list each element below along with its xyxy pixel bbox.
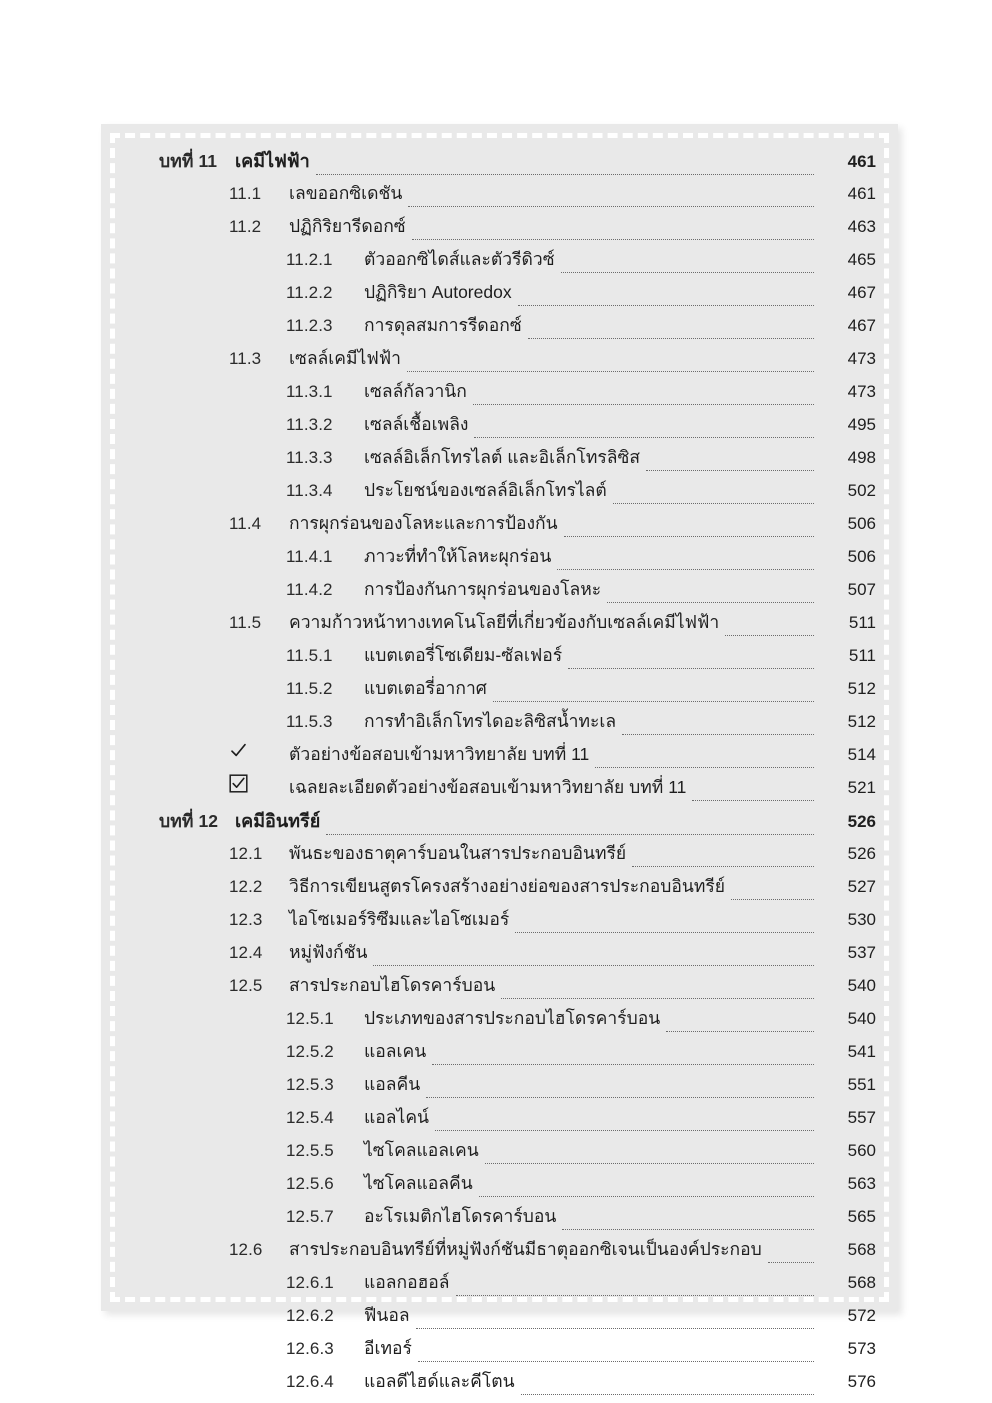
toc-entry-number: 11.2.1 <box>286 250 333 269</box>
toc-entry-title: วิธีการเขียนสูตรโครงสร้างอย่างย่อของสารประกอบอินทรีย์ <box>289 876 726 896</box>
toc-entry-page-number: 540 <box>847 1009 876 1028</box>
toc-entry-page-number: 563 <box>847 1174 876 1193</box>
toc-entry-title: ไซโคลแอลคีน <box>364 1173 473 1193</box>
toc-entry-page-number: 463 <box>847 217 876 236</box>
dot-leader <box>568 668 814 669</box>
toc-entry-title: เซลล์เคมีไฟฟ้า <box>289 348 401 368</box>
toc-entry-page-number: 498 <box>847 448 876 467</box>
toc-entry-number: 11.4 <box>229 514 262 533</box>
toc-entry-title: ไอโซเมอร์ริซึมและไอโซเมอร์ <box>289 909 510 929</box>
dot-leader <box>622 734 814 735</box>
toc-row[interactable] <box>123 575 876 608</box>
toc-entry-page-number: 540 <box>847 976 876 995</box>
toc-entry-title: หมู่ฟังก์ชัน <box>289 942 368 962</box>
toc-entry-number: 12.5.7 <box>286 1207 334 1226</box>
toc-row[interactable] <box>123 971 876 1004</box>
dot-leader <box>435 1130 814 1131</box>
toc-list <box>123 146 876 1391</box>
toc-entry-title: ประเภทของสารประกอบไฮโดรคาร์บอน <box>364 1008 661 1028</box>
toc-entry-number: 12.5.5 <box>286 1141 334 1160</box>
dot-leader <box>557 569 814 570</box>
dot-leader <box>528 338 814 339</box>
toc-entry-number: 11.5.1 <box>286 646 333 665</box>
dot-leader <box>731 899 814 900</box>
toc-entry-number: 12.6.3 <box>286 1339 334 1358</box>
toc-entry-page-number: 573 <box>847 1339 876 1358</box>
toc-entry-title: อะโรเมติกไฮโดรคาร์บอน <box>364 1206 557 1226</box>
toc-entry-page-number: 467 <box>847 316 876 335</box>
toc-entry-number: 12.6.1 <box>286 1273 334 1292</box>
dot-leader <box>725 635 814 636</box>
toc-entry-page-number: 537 <box>847 943 876 962</box>
toc-row[interactable] <box>123 707 876 740</box>
toc-entry-number: 12.5 <box>229 976 263 995</box>
toc-entry-title: แบตเตอรี่อากาศ <box>364 678 487 698</box>
toc-row[interactable] <box>123 674 876 707</box>
toc-row[interactable] <box>123 344 876 377</box>
dot-leader <box>373 965 814 966</box>
toc-entry-page-number: 506 <box>847 547 876 566</box>
toc-row[interactable] <box>123 212 876 245</box>
toc-row[interactable] <box>123 410 876 443</box>
toc-entry-number: 12.6.2 <box>286 1306 334 1325</box>
dot-leader <box>426 1097 814 1098</box>
toc-row[interactable] <box>123 443 876 476</box>
toc-entry-page-number: 526 <box>847 812 876 831</box>
toc-entry-page-number: 565 <box>847 1207 876 1226</box>
toc-row[interactable] <box>123 1367 876 1400</box>
toc-entry-number: 12.6.4 <box>286 1372 334 1391</box>
check-icon <box>229 741 248 760</box>
dot-leader <box>564 536 814 537</box>
toc-row[interactable] <box>123 773 876 806</box>
toc-row[interactable] <box>123 1334 876 1367</box>
toc-entry-number: บทที่ 12 <box>159 811 219 831</box>
toc-entry-title: ภาวะที่ทำให้โลหะผุกร่อน <box>364 546 552 566</box>
toc-entry-title: อีเทอร์ <box>364 1338 412 1358</box>
dot-leader <box>326 834 814 835</box>
dot-leader <box>607 602 814 603</box>
toc-entry-page-number: 568 <box>847 1273 876 1292</box>
toc-entry-title: ตัวออกซิไดส์และตัวรีดิวซ์ <box>364 249 555 269</box>
boxed-check-icon <box>229 774 248 793</box>
dot-leader <box>646 470 814 471</box>
toc-entry-number: 12.3 <box>229 910 263 929</box>
toc-entry-title: ประโยชน์ของเซลล์อิเล็กโทรไลต์ <box>364 480 607 500</box>
dot-leader <box>474 437 814 438</box>
toc-row[interactable] <box>123 245 876 278</box>
toc-entry-page-number: 527 <box>847 877 876 896</box>
toc-row[interactable] <box>123 1268 876 1301</box>
dot-leader <box>501 998 814 999</box>
toc-row[interactable] <box>123 476 876 509</box>
toc-row[interactable] <box>123 1004 876 1037</box>
dot-leader <box>456 1295 814 1296</box>
dot-leader <box>595 767 814 768</box>
toc-entry-title: ไซโคลแอลเคน <box>364 1140 479 1160</box>
toc-entry-number: 11.3.4 <box>286 481 333 500</box>
toc-row[interactable] <box>123 278 876 311</box>
toc-row[interactable] <box>123 740 876 773</box>
toc-entry-title: การผุกร่อนของโลหะและการป้องกัน <box>289 513 558 533</box>
toc-row[interactable] <box>123 1103 876 1136</box>
toc-entry-page-number: 473 <box>847 349 876 368</box>
toc-entry-title: การทำอิเล็กโทรไดอะลิซิสน้ำทะเล <box>364 711 617 731</box>
toc-row[interactable] <box>123 806 876 839</box>
toc-entry-title: สารประกอบอินทรีย์ที่หมู่ฟังก์ชันมีธาตุออกซิเจนเป็นองค์ประกอบ <box>289 1239 762 1259</box>
toc-entry-title: สารประกอบไฮโดรคาร์บอน <box>289 975 496 995</box>
toc-row[interactable] <box>123 1169 876 1202</box>
toc-entry-page-number: 512 <box>847 679 876 698</box>
toc-entry-number: 12.5.3 <box>286 1075 334 1094</box>
dot-leader <box>632 866 814 867</box>
toc-entry-title: การป้องกันการผุกร่อนของโลหะ <box>364 579 602 599</box>
toc-entry-number: 11.1 <box>229 184 262 203</box>
toc-entry-number: 12.4 <box>229 943 263 962</box>
toc-entry-number: 12.5.4 <box>286 1108 334 1127</box>
toc-entry-title: เซลล์เชื้อเพลิง <box>364 414 469 434</box>
toc-entry-title: เซลล์กัลวานิก <box>364 381 467 401</box>
toc-entry-number: 11.3.1 <box>286 382 333 401</box>
toc-entry-page-number: 465 <box>847 250 876 269</box>
toc-row[interactable] <box>123 641 876 674</box>
dot-leader <box>562 1229 814 1230</box>
toc-entry-title: เลขออกซิเดชัน <box>289 183 403 203</box>
toc-entry-number: 11.2 <box>229 217 262 236</box>
toc-row[interactable] <box>123 542 876 575</box>
toc-entry-page-number: 511 <box>848 646 876 665</box>
dot-leader <box>432 1064 814 1065</box>
toc-entry-number: 12.2 <box>229 877 263 896</box>
dot-leader <box>613 503 814 504</box>
dot-leader <box>666 1031 814 1032</box>
toc-row[interactable] <box>123 1235 876 1268</box>
dot-leader <box>518 305 814 306</box>
dot-leader <box>412 239 814 240</box>
dot-leader <box>479 1196 814 1197</box>
toc-entry-number: 11.5.2 <box>286 679 333 698</box>
toc-entry-page-number: 507 <box>847 580 876 599</box>
toc-entry-page-number: 568 <box>847 1240 876 1259</box>
dot-leader <box>408 206 814 207</box>
dot-leader <box>416 1328 814 1329</box>
toc-entry-number: 11.4.1 <box>286 547 333 566</box>
dot-leader <box>418 1361 814 1362</box>
toc-entry-page-number: 557 <box>847 1108 876 1127</box>
toc-row[interactable] <box>123 377 876 410</box>
toc-entry-number: 11.3.2 <box>286 415 333 434</box>
toc-row[interactable] <box>123 509 876 542</box>
toc-row[interactable] <box>123 311 876 344</box>
toc-row[interactable] <box>123 1202 876 1235</box>
toc-entry-number: 11.3 <box>229 349 262 368</box>
toc-entry-title: เคมีไฟฟ้า <box>235 151 310 171</box>
toc-row[interactable] <box>123 1136 876 1169</box>
toc-entry-page-number: 495 <box>847 415 876 434</box>
toc-row[interactable] <box>123 179 876 212</box>
toc-entry-title: พันธะของธาตุคาร์บอนในสารประกอบอินทรีย์ <box>289 843 627 863</box>
toc-entry-number: 11.5.3 <box>286 712 333 731</box>
toc-entry-number: 12.1 <box>229 844 263 863</box>
dot-leader <box>485 1163 814 1164</box>
toc-row[interactable] <box>123 1070 876 1103</box>
dot-leader <box>768 1262 814 1263</box>
toc-entry-number: 12.5.2 <box>286 1042 334 1061</box>
dot-leader <box>493 701 814 702</box>
toc-row[interactable] <box>123 608 876 641</box>
toc-entry-title: เคมีอินทรีย์ <box>235 811 321 831</box>
toc-entry-page-number: 512 <box>847 712 876 731</box>
toc-entry-title: ปฏิกิริยารีดอกซ์ <box>289 216 406 236</box>
dot-leader <box>407 371 814 372</box>
toc-entry-page-number: 526 <box>847 844 876 863</box>
toc-entry-page-number: 541 <box>847 1042 876 1061</box>
toc-entry-page-number: 461 <box>847 184 876 203</box>
dot-leader <box>316 174 814 175</box>
toc-entry-number: 11.2.3 <box>286 316 333 335</box>
toc-entry-page-number: 506 <box>847 514 876 533</box>
toc-row[interactable] <box>123 1037 876 1070</box>
toc-entry-page-number: 551 <box>847 1075 876 1094</box>
toc-page-panel <box>101 124 898 1391</box>
toc-entry-number: 11.2.2 <box>286 283 333 302</box>
toc-entry-page-number: 502 <box>847 481 876 500</box>
dot-leader <box>692 800 814 801</box>
toc-entry-title: การดุลสมการรีดอกซ์ <box>364 315 522 335</box>
toc-entry-title: แอลกอฮอล์ <box>364 1272 450 1292</box>
toc-row[interactable] <box>123 1301 876 1334</box>
toc-entry-title: เฉลยละเอียดตัวอย่างข้อสอบเข้ามหาวิทยาลัย บทที่ 11 <box>289 777 687 797</box>
toc-entry-page-number: 511 <box>848 613 876 632</box>
toc-entry-title: ความก้าวหน้าทางเทคโนโลยีที่เกี่ยวข้องกับเซลล์เคมีไฟฟ้า <box>289 612 720 632</box>
toc-entry-number: 11.4.2 <box>286 580 333 599</box>
toc-entry-number: บทที่ 11 <box>159 151 218 171</box>
toc-entry-number: 11.5 <box>229 613 262 632</box>
dot-leader <box>473 404 814 405</box>
toc-row[interactable] <box>123 872 876 905</box>
dot-leader <box>561 272 814 273</box>
toc-entry-page-number: 530 <box>847 910 876 929</box>
toc-entry-title: ฟีนอล <box>364 1305 410 1325</box>
toc-row[interactable] <box>123 905 876 938</box>
toc-entry-title: แอลคีน <box>364 1074 421 1094</box>
toc-entry-page-number: 572 <box>847 1306 876 1325</box>
toc-row[interactable] <box>123 146 876 179</box>
toc-entry-page-number: 560 <box>847 1141 876 1160</box>
toc-entry-page-number: 461 <box>847 152 876 171</box>
toc-entry-page-number: 514 <box>847 745 876 764</box>
toc-entry-title: แอลดีไฮด์และคีโตน <box>364 1371 515 1391</box>
toc-entry-page-number: 467 <box>847 283 876 302</box>
toc-entry-number: 12.5.6 <box>286 1174 334 1193</box>
toc-entry-title: ตัวอย่างข้อสอบเข้ามหาวิทยาลัย บทที่ 11 <box>289 744 590 764</box>
toc-entry-page-number: 521 <box>847 778 876 797</box>
toc-entry-title: แอลไคน์ <box>364 1107 429 1127</box>
toc-entry-page-number: 473 <box>847 382 876 401</box>
dot-leader <box>521 1394 814 1395</box>
toc-entry-title: แบตเตอรี่โซเดียม-ซัลเฟอร์ <box>364 645 563 665</box>
toc-entry-title: เซลล์อิเล็กโทรไลต์ และอิเล็กโทรลิซิส <box>364 447 641 467</box>
toc-entry-page-number: 576 <box>847 1372 876 1391</box>
toc-entry-number: 11.3.3 <box>286 448 333 467</box>
dot-leader <box>515 932 814 933</box>
toc-row[interactable] <box>123 938 876 971</box>
toc-row[interactable] <box>123 839 876 872</box>
toc-entry-number: 12.5.1 <box>286 1009 334 1028</box>
toc-entry-number: 12.6 <box>229 1240 263 1259</box>
toc-entry-title: แอลเคน <box>364 1041 427 1061</box>
toc-entry-title: ปฏิกิริยา Autoredox <box>364 282 512 302</box>
